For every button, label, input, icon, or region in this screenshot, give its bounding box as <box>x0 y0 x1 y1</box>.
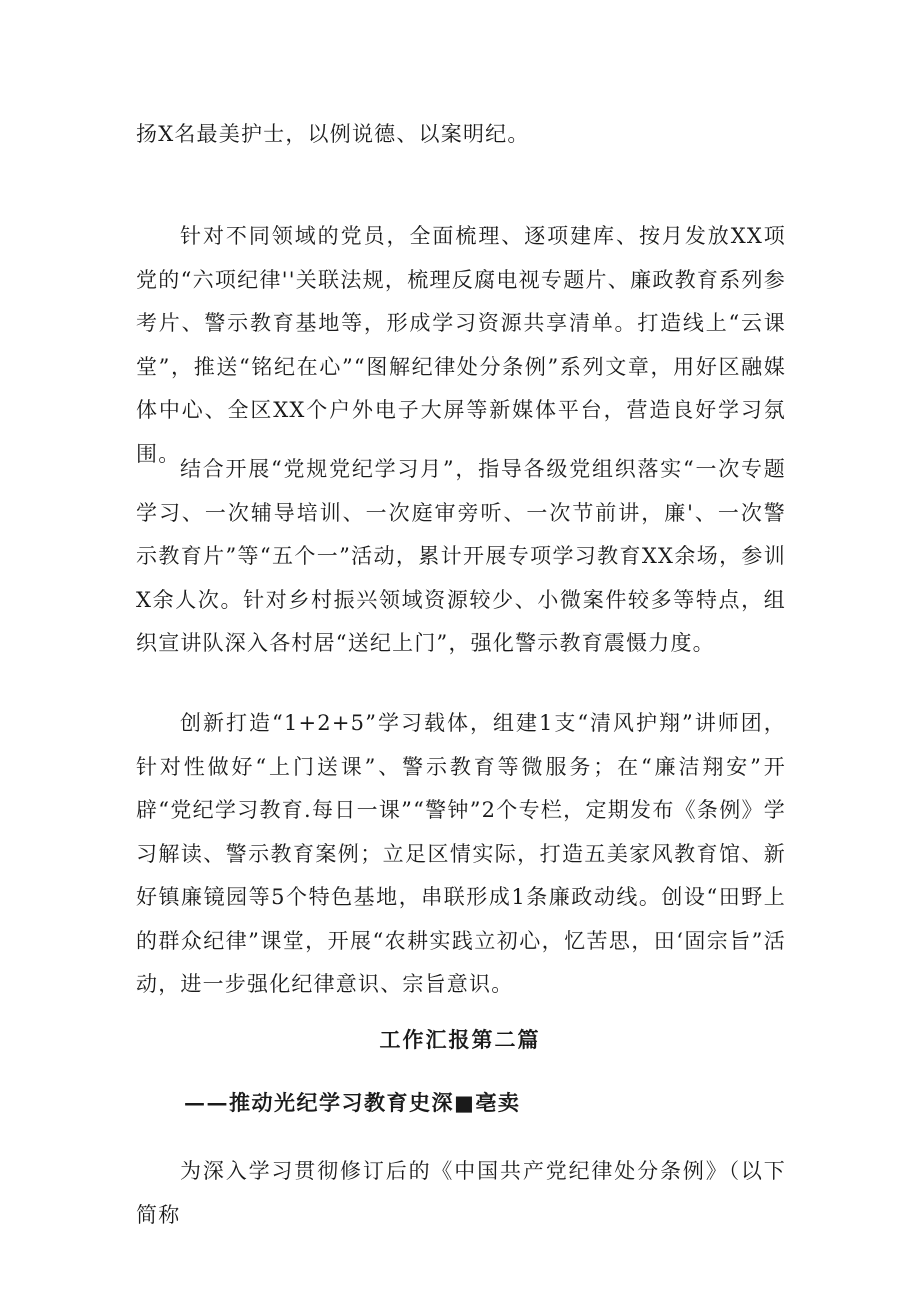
section-subtitle: ——推动光纪学习教育史深■亳卖 <box>184 1090 521 1115</box>
paragraph-learning-resources: 针对不同领域的党员，全面梳理、逐项建库、按月发放XX项党的“六项纪律''关联法规，梳理反腐电视专题片、廉政教育系列参考片、警示教育基地等，形成学习资源共享清单。打造线上“云课堂”，推送“铭纪在心”“图解纪律处分条例”系列文章，用好区融媒体中心、全区XX个户外电子大屏等新媒体平台，营造良好学习氛围。 <box>136 224 786 466</box>
section-heading: 工作汇报第二篇 <box>379 1027 541 1052</box>
paragraph-study-month: 结合开展“党规党纪学习月”，指导各级党组织落实“一次专题学习、一次辅导培训、一次庭审旁听、一次节前讲，廉'、一次警示教育片”等“五个一”活动，累计开展专项学习教育XX余场，参训X余人次。针对乡村振兴领域资源较少、小微案件较多等特点，组织宣讲队深入各村居“送纪上门”，强化警示教育震慑力度。 <box>136 457 786 655</box>
paragraph-intro: 为深入学习贯彻修订后的《中国共产党纪律处分条例》（以下简称 <box>136 1159 786 1227</box>
paragraph-continuation: 扬X名最美护士，以例说德、以案明纪。 <box>136 122 530 146</box>
paragraph-innovation-carrier: 创新打造“1+2+5”学习载体，组建1支“清风护翔”讲师团，针对性做好“上门送课”、警示教育等微服务；在“廉洁翔安”开辟“党纪学习教育.每日一课”“警钟”2个专栏，定期发布《条例》学习解读、警示教育案例；立足区情实际，打造五美家风教育馆、新好镇廉镜园等5个特色基地，串联形成1条廉政动线。创设“田野上的群众纪律”课堂，开展“农耕实践立初心，忆苦思，田‘固宗旨”活动，进一步强化纪律意识、宗旨意识。 <box>136 711 786 996</box>
